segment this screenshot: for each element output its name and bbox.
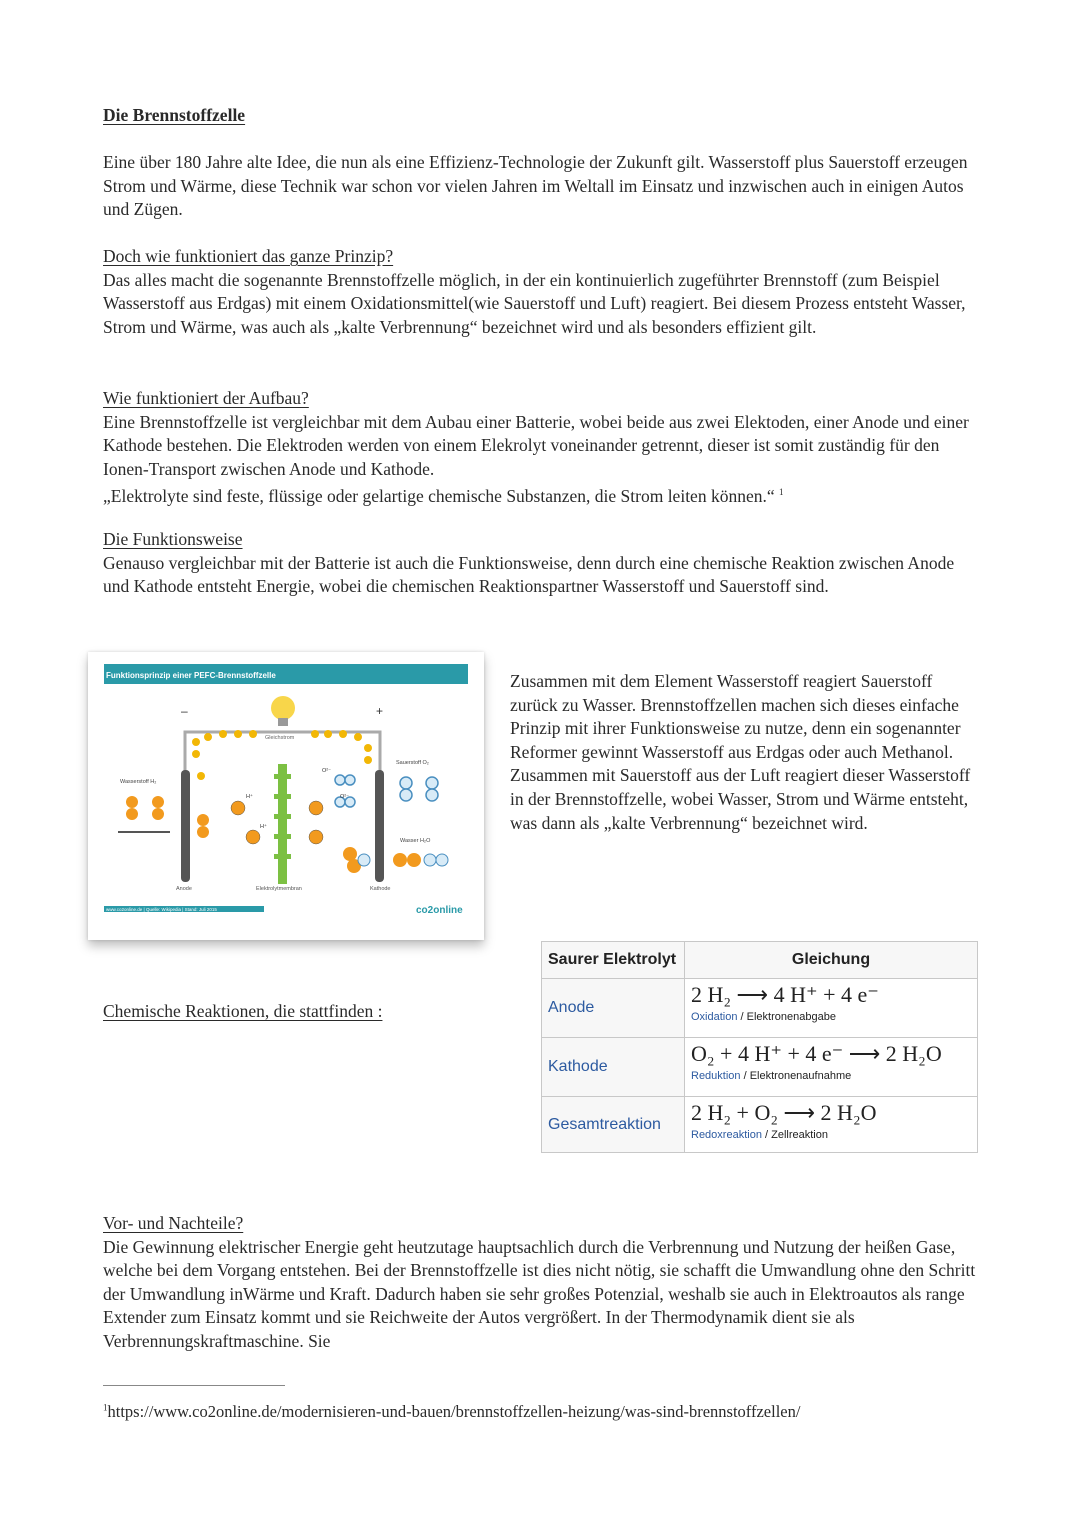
section-function (103, 528, 983, 599)
water-molecules (343, 847, 448, 873)
membrane-label: Elektrolytmembran (256, 886, 302, 892)
section-structure (103, 387, 983, 509)
anode-label: Anode (176, 886, 192, 892)
cathode-electrode (375, 770, 384, 882)
equation: 2 H₂ + O₂ ⟶ 2 H₂O (691, 1100, 877, 1125)
diagram-brand: co2online (416, 905, 463, 916)
diagram-title: Funktionsprinzip einer PEFC-Brennstoffzelle (106, 671, 276, 680)
table-row (542, 979, 978, 1038)
section-structure-quote (103, 481, 983, 508)
row-equation-cell (685, 1097, 978, 1153)
note-keyword: Reduktion (691, 1070, 741, 1082)
section-principle (103, 245, 983, 339)
footnote (103, 1402, 800, 1422)
section-pros-cons (103, 1212, 978, 1354)
col-equation: Gleichung (685, 942, 978, 979)
footnote-divider (103, 1385, 285, 1386)
plus-sign: + (376, 704, 384, 718)
reactions-heading: Chemische Reaktionen, die stattfinden : (103, 1001, 383, 1021)
section-structure-heading: Wie funktioniert der Aufbau? (103, 388, 309, 408)
diagram-footer: www.co2online.de | Quelle: Wikipedia | Stand: Juli 2015 (106, 907, 217, 912)
proton-label-2: H⁺ (260, 824, 267, 830)
page-title: Die Brennstoffzelle (103, 105, 246, 125)
current-label: Gleichstrom (265, 735, 295, 741)
table-row (542, 1097, 978, 1153)
side-paragraph: Zusammen mit dem Element Wasserstoff reagiert Sauerstoff zurück zu Wasser. Brennstoffzellen machen sich dieses einfache Prinzip mit ihrer Funktionsweise zu nutze, denn ein sogenannter Reformer gewinnt Wasserstoff aus Erdgas oder auch Methanol. Zusammen mit Sauerstoff aus der Luft reagiert dieser Wasserstoff in der Brennstoffzelle, wobei Wasser, Strom und Wärme entsteht, was dann als „kalte Verbrennung“ bezeichnet wird. (510, 671, 971, 833)
table-header (542, 942, 978, 979)
section-principle-heading: Doch wie funktioniert das ganze Prinzip? (103, 246, 394, 266)
section-pros-cons-text: Die Gewinnung elektrischer Energie geht heutzutage hauptsachlich durch die Verbrennung und Nutzung der heißen Gase, welche bei dem Vorgang entstehen. Bei der Brennstoffzelle ist dies nicht nötig, sie schafft die Umwandlung ohne den Schritt der Umwandlung inWärme und Kraft. Dadurch haben sie sehr großes Potenzial, weshalb sie auch in Elektroautos als range Extender zum Einsatz kommt und sie Reichweite der Autos vergrößert. In der Thermodynamik dient sie als Verbrennungskraftmaschine. Sie (103, 1236, 976, 1351)
equation-note (691, 1010, 976, 1024)
col-electrolyte: Saurer Elektrolyt (542, 942, 685, 979)
proton-label-1: H⁺ (246, 794, 253, 800)
fuel-cell-diagram (88, 652, 484, 940)
electrolyte-membrane (278, 764, 287, 884)
row-label: Gesamtreaktion (542, 1097, 685, 1153)
section-function-text: Genauso vergleichbar mit der Batterie ist auch die Funktionsweise, denn durch eine chemische Reaktion zwischen Anode und Kathode entsteht Energie, wobei die chemischen Reaktionspartner Wasserstoff und Sauerstoff sind. (103, 552, 955, 597)
note-keyword: Oxidation (691, 1011, 738, 1023)
row-label: Kathode (542, 1038, 685, 1097)
equation-note (691, 1069, 976, 1083)
cathode-label: Kathode (370, 886, 391, 892)
equation: O₂ + 4 H⁺ + 4 e⁻ ⟶ 2 H₂O (691, 1041, 942, 1066)
section-function-heading: Die Funktionsweise (103, 529, 243, 549)
footnote-link[interactable]: https://www.co2online.de/modernisieren-und-bauen/brennstoffzellen-heizung/was-sind-brennstoffzellen/ (107, 1402, 801, 1421)
note-text: / Elektronenaufnahme (740, 1070, 852, 1082)
note-text: / Zellreaktion (761, 1129, 828, 1141)
equation-note (691, 1128, 976, 1142)
table-row (542, 1038, 978, 1097)
intro-paragraph: Eine über 180 Jahre alte Idee, die nun als eine Effizienz-Technologie der Zukunft gilt. Wasserstoff plus Sauerstoff erzeugen Strom und Wärme, diese Technik war schon vor vielen Jahren im Weltall im Einsatz und inzwischen auch in einigen Autos und Zügen. (103, 152, 968, 220)
row-equation-cell (685, 979, 978, 1038)
fuel-cell-svg (88, 652, 484, 940)
section-principle-text: Das alles macht die sogenannte Brennstoffzelle möglich, in der ein kontinuierlich zugeführter Brennstoff (zum Beispiel Wasserstoff aus Erdgas) mit einem Oxidationsmittel(wie Sauerstoff und Luft) reagiert. Bei diesem Prozess entsteht Wasser, Strom und Wärme, was auch als „kalte Verbrennung“ bezeichnet wird und als besonders effizient gilt. (103, 269, 966, 337)
minus-sign: – (181, 704, 188, 718)
section-pros-cons-heading: Vor- und Nachteile? (103, 1213, 244, 1233)
row-label: Anode (542, 979, 685, 1038)
footnote-ref: 1 (778, 487, 784, 498)
oxide-label-1: O²⁻ (322, 768, 332, 774)
note-keyword: Redoxreaktion (691, 1129, 762, 1141)
note-text: / Elektronenabgabe (737, 1011, 836, 1023)
lightbulb-icon (271, 696, 295, 726)
row-equation-cell (685, 1038, 978, 1097)
quote-text: „Elektrolyte sind feste, flüssige oder gelartige chemische Substanzen, die Strom leiten können.“ (103, 486, 775, 507)
water-label: Wasser H₂O (400, 838, 431, 844)
equation: 2 H₂ ⟶ 4 H⁺ + 4 e⁻ (691, 982, 879, 1007)
reactions-table (541, 941, 978, 1153)
anode-electrode (181, 770, 190, 882)
hydrogen-label: Wasserstoff H₂ (120, 779, 157, 785)
footnote-number: 1 (103, 1402, 108, 1413)
section-structure-text: Eine Brennstoffzelle ist vergleichbar mit dem Aubau einer Batterie, wobei beide aus zwei Elektoden, einer Anode und einer Kathode bestehen. Die Elektroden werden von einem Elekrolyt voneinander getrennt, dieser ist somit zuständig für den Ionen-Transport zwischen Anode und Kathode. (103, 411, 969, 479)
oxygen-label: Sauerstoff O₂ (396, 760, 429, 766)
oxygen-molecules (335, 775, 438, 807)
oxide-label-2: O²⁻ (340, 794, 350, 800)
